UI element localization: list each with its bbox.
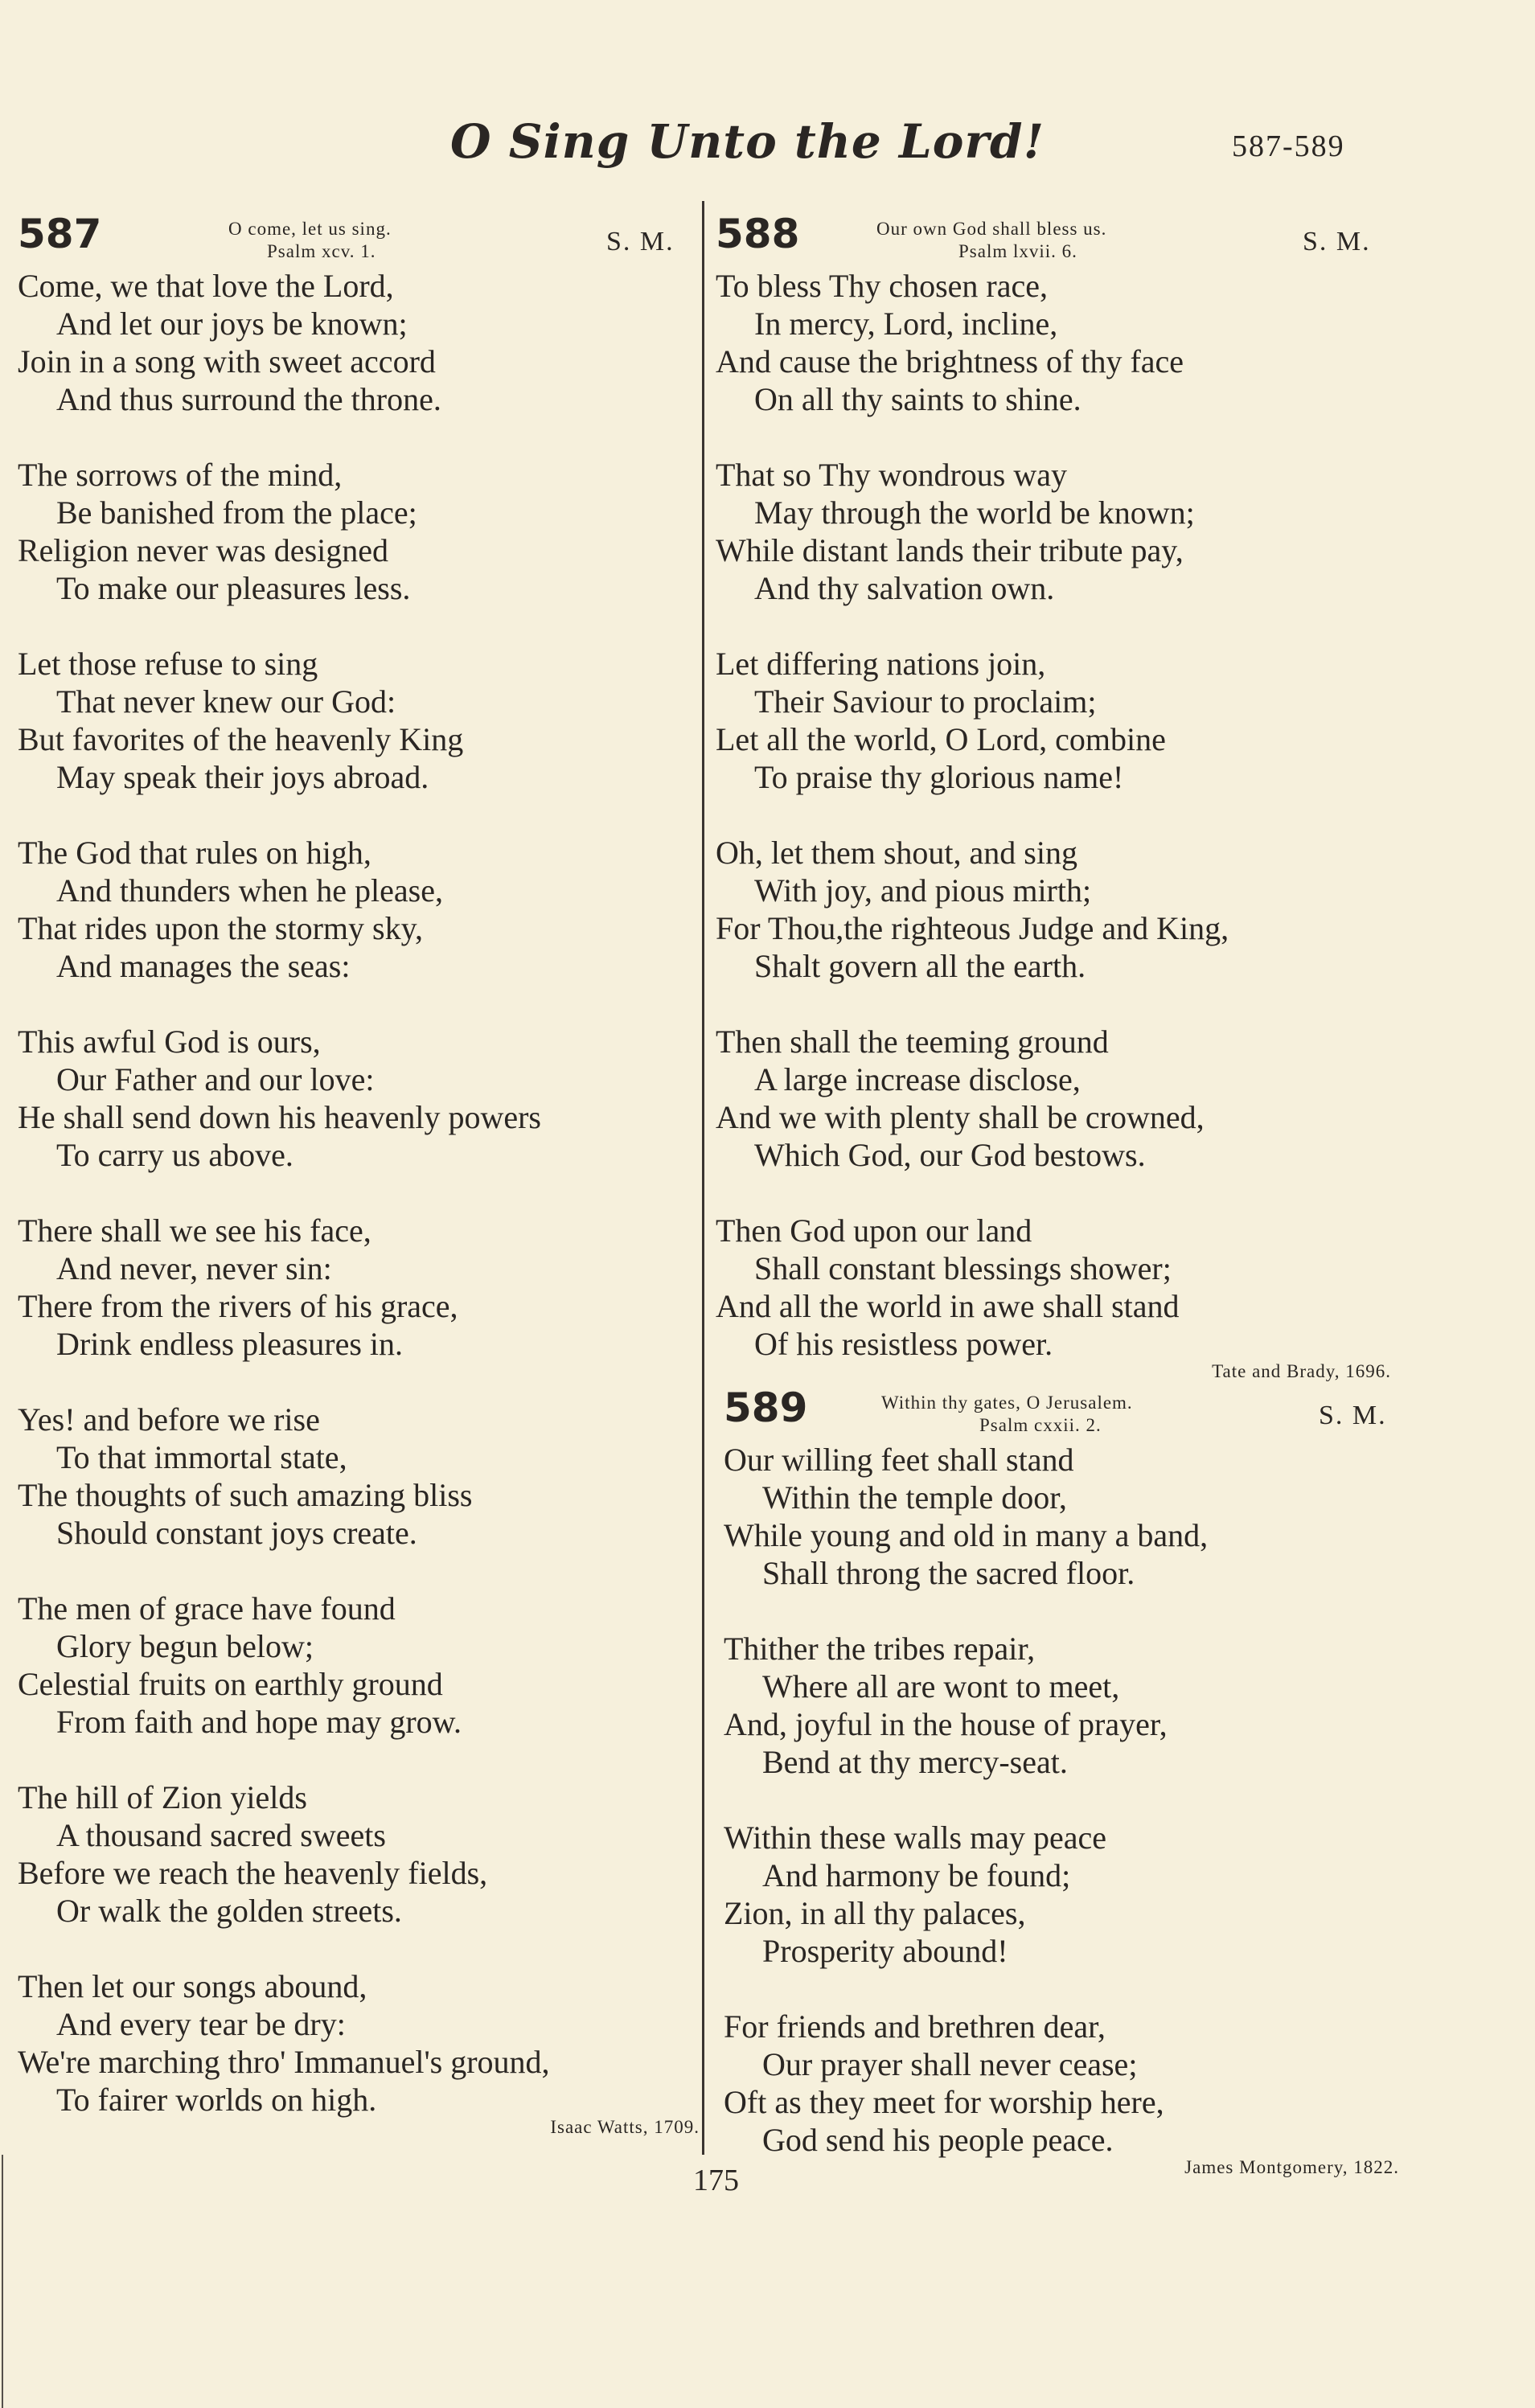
verse-line: God send his people peace. [762,2122,1114,2158]
verse-line: And every tear be dry: [56,2006,346,2042]
hymn-number: 588 [716,211,800,257]
verse-line: Let all the world, O Lord, combine [716,721,1166,757]
verse-line: Oft as they meet for worship here, [724,2084,1164,2120]
stanza [716,1023,1391,1174]
verse-line: And cause the brightness of thy face [716,343,1184,379]
verse-line: A large increase disclose, [754,1061,1081,1097]
verse-line: Then God upon our land [716,1212,1032,1249]
stanza [18,456,700,607]
stanza [18,1778,700,1930]
stanza [716,267,1391,418]
verse-line: The men of grace have found [18,1590,396,1627]
verse-line: Let differing nations join, [716,646,1046,682]
verse-line: On all thy saints to shine. [754,381,1081,417]
verse-line: Shall constant blessings shower; [754,1250,1172,1286]
verse-line: Their Saviour to proclaim; [754,683,1097,720]
verse-line: Within the temple door, [762,1479,1067,1516]
stanza [724,1441,1399,1592]
verse-line: Zion, in all thy palaces, [724,1895,1026,1931]
verse-line: Drink endless pleasures in. [56,1326,404,1362]
verse-line: To carry us above. [56,1137,293,1173]
verse-line: Let those refuse to sing [18,646,318,682]
verse-line: And, joyful in the house of prayer, [724,1706,1168,1742]
stanza [716,645,1391,796]
verse-line: The God that rules on high, [18,835,371,871]
verse-line: There shall we see his face, [18,1212,371,1249]
hymn-stanzas [716,267,1391,1363]
hymn-first-line: Within thy gates, O Jerusalem. [881,1393,1133,1413]
verse-line: And manages the seas: [56,948,351,984]
verse-line: Or walk the golden streets. [56,1893,402,1929]
margin-line [2,2155,3,2408]
verse-line: He shall send down his heavenly powers [18,1099,541,1135]
hymn-587 [18,211,700,2138]
verse-line: May speak their joys abroad. [56,759,429,795]
stanza [18,834,700,985]
verse-line: Then let our songs abound, [18,1968,367,2004]
verse-line: Before we reach the heavenly fields, [18,1855,488,1891]
stanza [18,1967,700,2119]
verse-line: Bend at thy mercy-seat. [762,1744,1068,1780]
verse-line: And thy salvation own. [754,570,1055,606]
stanza [716,1212,1391,1363]
stanza [716,456,1391,607]
stanza [18,645,700,796]
verse-line: Join in a song with sweet accord [18,343,436,379]
verse-line: The sorrows of the mind, [18,457,343,493]
verse-line: And harmony be found; [762,1857,1071,1893]
verse-line: To fairer worlds on high. [56,2082,377,2118]
stanza [724,2008,1399,2159]
verse-line: A thousand sacred sweets [56,1817,386,1853]
hymn-author: Tate and Brady, 1696. [1212,1361,1391,1381]
hymn-author: James Montgomery, 1822. [1184,2157,1399,2177]
verse-line: Which God, our God bestows. [754,1137,1146,1173]
stanza [18,1212,700,1363]
verse-line: Religion never was designed [18,532,388,568]
verse-line: The hill of Zion yields [18,1779,307,1815]
stanza [18,1590,700,1741]
stanza [716,834,1391,985]
hymn-number: 589 [724,1384,808,1431]
stanza [724,1819,1399,1970]
verse-line: Shall throng the sacred floor. [762,1555,1135,1591]
verse-line: For Thou,the righteous Judge and King, [716,910,1229,946]
hymn-stanzas [724,1441,1399,2159]
verse-line: Within these walls may peace [724,1819,1106,1856]
hymn-scripture-reference: Psalm lxvii. 6. [958,241,1077,261]
hymn-588 [716,211,1391,1382]
hymn-first-line: Our own God shall bless us. [876,219,1107,239]
verse-line: To make our pleasures less. [56,570,411,606]
stanza [18,1023,700,1174]
verse-line: Our willing feet shall stand [724,1442,1074,1478]
verse-line: Glory begun below; [56,1628,314,1664]
verse-line: And thunders when he please, [56,872,443,909]
verse-line: But favorites of the heavenly King [18,721,464,757]
verse-line: To bless Thy chosen race, [716,268,1049,304]
verse-line: Celestial fruits on earthly ground [18,1666,443,1702]
verse-line: There from the rivers of his grace, [18,1288,458,1324]
hymn-author: Isaac Watts, 1709. [550,2117,700,2137]
hymn-first-line: O come, let us sing. [228,219,392,239]
hymn-meter: S. M. [1319,1401,1387,1430]
page-header-title: O Sing Unto the Lord! [450,114,1045,169]
verse-line: Where all are wont to meet, [762,1668,1120,1704]
verse-line: To praise thy glorious name! [754,759,1124,795]
verse-line: Yes! and before we rise [18,1401,320,1438]
page-number: 175 [693,2164,739,2197]
hymn-meter: S. M. [606,227,675,256]
verse-line: To that immortal state, [56,1439,347,1475]
verse-line: Shalt govern all the earth. [754,948,1086,984]
verse-line: And all the world in awe shall stand [716,1288,1180,1324]
verse-line: Oh, let them shout, and sing [716,835,1077,871]
verse-line: With joy, and pious mirth; [754,872,1092,909]
stanza [18,1401,700,1552]
column-divider [702,201,704,2155]
verse-line: And never, never sin: [56,1250,332,1286]
verse-line: From faith and hope may grow. [56,1704,462,1740]
verse-line: That rides upon the stormy sky, [18,910,424,946]
verse-line: Prosperity abound! [762,1933,1008,1969]
hymn-scripture-reference: Psalm xcv. 1. [267,241,376,261]
verse-line: And let our joys be known; [56,306,408,342]
verse-line: Of his resistless power. [754,1326,1053,1362]
verse-line: Our Father and our love: [56,1061,375,1097]
verse-line: We're marching thro' Immanuel's ground, [18,2044,550,2080]
verse-line: Thither the tribes repair, [724,1631,1036,1667]
verse-line: While distant lands their tribute pay, [716,532,1184,568]
verse-line: And thus surround the throne. [56,381,441,417]
hymn-number: 587 [18,211,102,257]
hymn-meter: S. M. [1303,227,1371,256]
verse-line: Come, we that love the Lord, [18,268,394,304]
page-header-range: 587-589 [1232,129,1345,163]
verse-line: While young and old in many a band, [724,1517,1209,1553]
verse-line: The thoughts of such amazing bliss [18,1477,473,1513]
verse-line: Be banished from the place; [56,494,417,531]
verse-line: And we with plenty shall be crowned, [716,1099,1205,1135]
verse-line: This awful God is ours, [18,1024,321,1060]
verse-line: For friends and brethren dear, [724,2008,1106,2045]
verse-line: That so Thy wondrous way [716,457,1067,493]
verse-line: Should constant joys create. [56,1515,417,1551]
verse-line: Then shall the teeming ground [716,1024,1109,1060]
hymn-scripture-reference: Psalm cxxii. 2. [979,1415,1102,1435]
verse-line: Our prayer shall never cease; [762,2046,1138,2082]
hymn-589 [724,1384,1399,2178]
stanza [724,1630,1399,1781]
stanza [18,267,700,418]
hymn-stanzas [18,267,700,2119]
verse-line: That never knew our God: [56,683,396,720]
verse-line: In mercy, Lord, incline, [754,306,1058,342]
verse-line: May through the world be known; [754,494,1195,531]
